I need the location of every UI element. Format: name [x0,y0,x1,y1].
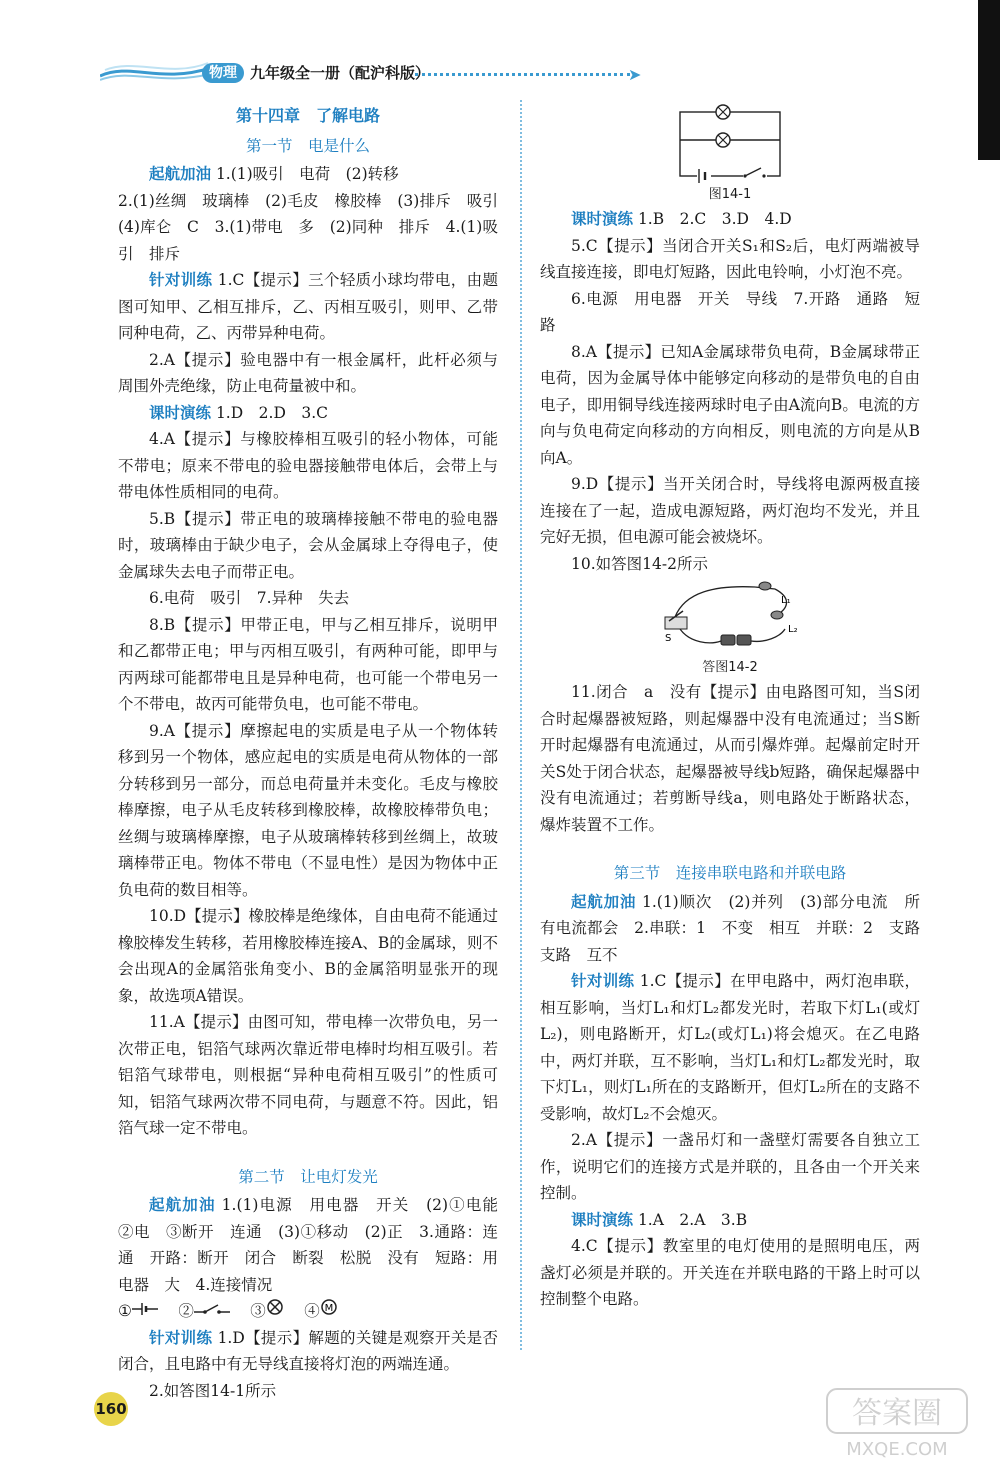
paragraph: 8.B【提示】甲带正电，甲与乙相互排斥，说明甲和乙都带正电；甲与丙相互吸引，有两种可能，即甲与丙两球可能都带电且是异种电荷，也可能一个带电另一个不带电，故丙可能带负电，也可能不带电。 [118,615,498,713]
label-keshi: 课时演练 [571,210,634,228]
watermark-logo [823,1385,971,1460]
paragraph: 起航加油 1.(1)吸引 电荷 (2)转移 [149,165,399,183]
paragraph: 课时演练 1.B 2.C 3.D 4.D [571,210,792,228]
page-number: 160 [94,1392,128,1426]
label-L1: L₁ [781,595,791,606]
paragraph: 针对训练 1.C【提示】三个轻质小球均带电，由题图可知甲、乙相互排斥，乙、丙相互吸引，则甲、乙带同种电荷，乙、丙带异种电荷。 [118,271,498,342]
paragraph: 2.(1)丝绸 玻璃棒 (2)毛皮 橡胶棒 (3)排斥 吸引 (4)库仑 C 3.(1)带电 多 (2)同种 排斥 4.(1)吸引 排斥 [118,191,514,263]
paragraph: 起航加油 1.(1)电源 用电器 开关 (2)①电能 ②电 ③断开 连通 (3)①移动 (2)正 3.通路：连通 开路：断开 闭合 断裂 松脱 没有 短路：用电器 大 4.连接情况 [118,1196,514,1294]
paragraph: 8.A【提示】已知A金属球带负电荷，B金属球带正电荷，因为金属导体中能够定向移动的是带负电的自由电子，即用铜导线连接两球时电子由A流向B。电流的方向与负电荷定向移动的方向相反，则电流的方向是从B向A。 [540,342,920,467]
lamp-symbol-icon [266,1298,284,1316]
paragraph: 起航加油 1.(1)顺次 (2)并列 (3)部分电流 所有电流都会 2.串联：1 不变 相互 并联：2 支路 支路 互不 [540,892,936,964]
paragraph: 针对训练 1.D【提示】解题的关键是观察开关是否闭合，且电路中有无导线直接将灯泡的两端连通。 [118,1328,498,1373]
battery-symbol-icon [132,1302,158,1316]
paragraph: 9.D【提示】当开关闭合时，导线将电源两极直接连接在了一起，造成电源短路，两灯泡均不发光，并且完好无损，但电源可能会被烧坏。 [540,475,920,546]
header-dotted-line [415,73,630,76]
right-column [540,100,936,1313]
section-title: 第三节 连接串联电路和并联电路 [613,864,847,882]
paragraph: 6.电源 用电器 开关 导线 7.开路 通路 短路 [540,289,920,334]
figure-14-1 [540,100,920,206]
svg-text:答案圈: 答案圈 [852,1396,942,1431]
circuit-symbols-row: ① ② ③ ④ M [118,1298,498,1325]
arrow-right-icon: ➤ [628,65,642,84]
paragraph: 9.A【提示】摩擦起电的实质是电子从一个物体转移到另一个物体，感应起电的实质是电荷从物体的一部分转移到另一部分，而总电荷量并未变化。毛皮与橡胶棒摩擦，电子从毛皮转移到橡胶棒，故橡胶棒带负电；丝绸与玻璃棒摩擦，电子从玻璃棒转移到丝绸上，故玻璃棒带正电。物体不带电（不显电性）是因为物体中正负电荷的数目相等。 [118,721,498,899]
book-title: 九年级全一册（配沪科版） [250,64,431,82]
paragraph: 10.如答图14-2所示 [571,554,708,573]
subject-tag: 物理 [202,63,244,83]
paragraph: 课时演练 1.A 2.A 3.B [571,1210,748,1229]
section-title: 第二节 让电灯发光 [238,1167,378,1186]
label-qihang: 起航加油 [149,165,212,183]
figure-caption: 答图14-2 [702,660,758,675]
chapter-title: 第十四章 了解电路 [235,106,380,125]
label-qihang: 起航加油 [571,892,637,911]
physical-circuit-drawing [655,577,805,657]
label-zhendui: 针对训练 [149,1328,213,1347]
column-divider [520,100,522,1350]
paragraph: 4.C【提示】教室里的电灯使用的是照明电压，两盏灯必须是并联的。开关连在并联电路的干路上时可以控制整个电路。 [540,1237,920,1308]
label-zhendui: 针对训练 [571,972,635,990]
paragraph: 课时演练 1.D 2.D 3.C [149,403,329,422]
paragraph: 4.A【提示】与橡胶棒相互吸引的轻小物体，可能不带电；原来不带电的验电器接触带电体后，会带上与带电体性质相同的电荷。 [118,430,498,501]
label-keshi: 课时演练 [571,1210,634,1229]
parallel-circuit-diagram [665,100,795,184]
figure-answer-14-2 [540,577,920,679]
paragraph: 11.A【提示】由图可知，带电棒一次带负电，另一次带正电，铝箔气球两次靠近带电棒时均相互吸引。若铝箔气球带电，则根据“异种电荷相互吸引”的性质可知，铝箔气球两次带不同电荷，与题意不符。因此，铝箔气球一定不带电。 [118,1013,498,1137]
section-title: 第一节 电是什么 [245,136,370,155]
paragraph: 5.B【提示】带正电的玻璃棒接触不带电的验电器时，玻璃棒由于缺少电子，会从金属球上夺得电子，使金属球失去电子而带正电。 [118,509,498,581]
header-wave-decoration [100,58,210,84]
switch-symbol-icon [194,1302,230,1316]
paragraph: 10.D【提示】橡胶棒是绝缘体，自由电荷不能通过橡胶棒发生转移，若用橡胶棒连接A、B的金属球，则不会出现A的金属箔张角变小、B的金属箔明显张开的现象，故选项A错误。 [118,907,498,1005]
paragraph: 6.电荷 吸引 7.异种 失去 [149,589,350,607]
label-keshi: 课时演练 [149,403,212,422]
label-zhendui: 针对训练 [149,271,213,289]
figure-caption: 图14-1 [708,187,752,202]
label-qihang: 起航加油 [149,1196,216,1214]
paragraph: 2.如答图14-1所示 [149,1381,277,1400]
paragraph: 2.A【提示】验电器中有一根金属杆，此杆必须与周围外壳绝缘，防止电荷量被中和。 [118,350,498,395]
page-edge-bar [978,0,1000,160]
label-S: S [665,633,672,644]
paragraph: 针对训练 1.C【提示】在甲电路中，两灯泡串联，相互影响，当灯L₁和灯L₂都发光时，若取下灯L₁(或灯L₂)，则电路断开，灯L₂(或灯L₁)将会熄灭。在乙电路中，两灯并联，互不影响，当灯L₁和灯L₂都发光时，取下灯L₁，则灯L₁所在的支路断开，但灯L₂所在的支路不受影响，故灯L₂不会熄灭。 [540,972,920,1123]
svg-text:MXQE.COM: MXQE.COM [846,1439,948,1460]
motor-symbol-icon [320,1298,338,1316]
svg-text:M: M [324,1303,334,1314]
paragraph: 2.A【提示】一盏吊灯和一盏壁灯需要各自独立工作，说明它们的连接方式是并联的，且各由一个开关来控制。 [540,1131,920,1202]
paragraph: 11.闭合 a 没有【提示】由电路图可知，当S闭合时起爆器被短路，则起爆器中没有电流通过；当S断开时起爆器有电流通过，从而引爆炸弹。起爆前定时开关S处于闭合状态，起爆器被导线b短路，确保起爆器中没有电流通过；若剪断导线a，则电路处于断路状态，爆炸装置不工作。 [540,683,920,834]
paragraph: 5.C【提示】当闭合开关S₁和S₂后，电灯两端被导线直接连接，即电灯短路，因此电铃响，小灯泡不亮。 [540,236,920,281]
label-L2: L₂ [788,624,798,635]
left-column [118,100,514,1404]
